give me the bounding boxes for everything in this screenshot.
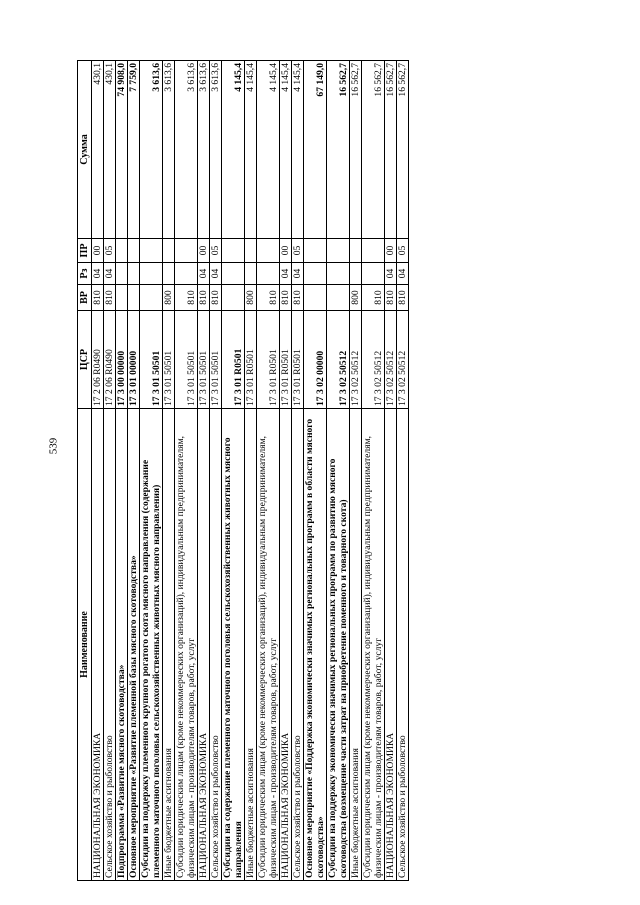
table-row [116, 61, 128, 881]
cell-csr: 17 3 02 50512 [350, 311, 362, 409]
cell-name: Иные бюджетные ассигнования [245, 409, 257, 881]
table-row [222, 61, 245, 881]
cell-rz: 04 [397, 263, 409, 285]
cell-pr: 05 [210, 239, 222, 263]
table-row [128, 61, 140, 881]
cell-sum: 4 145,4 [245, 61, 257, 239]
header-vr: ВР [78, 285, 92, 311]
cell-rz [175, 263, 198, 285]
table-row [304, 61, 327, 881]
cell-rz [245, 263, 257, 285]
cell-rz [163, 263, 175, 285]
cell-vr: 800 [245, 285, 257, 311]
cell-pr: 05 [397, 239, 409, 263]
cell-name: Сельское хозяйство и рыболовство [397, 409, 409, 881]
cell-pr [257, 239, 280, 263]
cell-vr: 810 [385, 285, 397, 311]
cell-csr: 17 3 01 50501 [175, 311, 198, 409]
cell-rz [128, 263, 140, 285]
table-row [327, 61, 350, 881]
cell-pr: 00 [198, 239, 210, 263]
cell-csr: 17 3 01 50501 [163, 311, 175, 409]
cell-sum: 3 613,6 [163, 61, 175, 239]
cell-vr: 810 [292, 285, 304, 311]
cell-name: Субсидии на поддержку экономически значимых региональных программ по развитию мясного скотоводства (возмещение части затрат на приобретение поменного и товарного скота) [327, 409, 350, 881]
cell-csr: 17 3 02 00000 [304, 311, 327, 409]
cell-vr: 810 [257, 285, 280, 311]
cell-vr: 810 [210, 285, 222, 311]
header-sum: Сумма [78, 61, 92, 239]
cell-name: Иные бюджетные ассигнования [350, 409, 362, 881]
table-row [350, 61, 362, 881]
cell-name: НАЦИОНАЛЬНАЯ ЭКОНОМИКА [280, 409, 292, 881]
cell-pr [327, 239, 350, 263]
cell-sum: 4 145,4 [257, 61, 280, 239]
cell-vr: 810 [92, 285, 104, 311]
cell-sum: 7 759,0 [128, 61, 140, 239]
table-header-row [78, 61, 92, 881]
cell-pr: 00 [280, 239, 292, 263]
cell-sum: 4 145,4 [222, 61, 245, 239]
cell-name: Субсидии юридическим лицам (кроме некоммерческих организаций), индивидуальным предпринимателям, физическим лицам - производителям товаров, работ, услуг [175, 409, 198, 881]
cell-rz [222, 263, 245, 285]
cell-sum: 16 562,7 [397, 61, 409, 239]
cell-vr [128, 285, 140, 311]
cell-sum: 16 562,7 [385, 61, 397, 239]
cell-name: Иные бюджетные ассигнования [163, 409, 175, 881]
table-row [397, 61, 409, 881]
cell-csr: 17 3 01 R0501 [257, 311, 280, 409]
cell-sum: 74 908,0 [116, 61, 128, 239]
cell-sum: 430,1 [104, 61, 116, 239]
cell-vr: 800 [350, 285, 362, 311]
cell-sum: 4 145,4 [292, 61, 304, 239]
cell-sum: 430,1 [92, 61, 104, 239]
cell-sum: 67 149,0 [304, 61, 327, 239]
cell-rz [257, 263, 280, 285]
cell-rz: 04 [104, 263, 116, 285]
cell-csr: 17 3 01 50501 [140, 311, 163, 409]
header-csr: ЦСР [78, 311, 92, 409]
cell-rz: 04 [280, 263, 292, 285]
table-row [104, 61, 116, 881]
cell-pr [128, 239, 140, 263]
cell-pr [116, 239, 128, 263]
table-row [245, 61, 257, 881]
table-row [140, 61, 163, 881]
rotated-page [77, 61, 409, 881]
cell-pr: 00 [92, 239, 104, 263]
cell-name: Сельское хозяйство и рыболовство [104, 409, 116, 881]
table-row [92, 61, 104, 881]
cell-name: Субсидии на поддержку племенного крупного рогатого скота мясного направления (содержание племенного маточного поголовья сельскохозяйственных животных мясного направления) [140, 409, 163, 881]
cell-sum: 3 613,6 [175, 61, 198, 239]
cell-rz [140, 263, 163, 285]
cell-sum: 3 613,6 [140, 61, 163, 239]
cell-csr: 17 3 01 R0501 [245, 311, 257, 409]
budget-table [77, 60, 409, 881]
cell-vr: 810 [198, 285, 210, 311]
cell-csr: 17 3 01 50501 [210, 311, 222, 409]
header-rz: Рз [78, 263, 92, 285]
cell-sum: 16 562,7 [327, 61, 350, 239]
cell-csr: 17 3 01 R0501 [280, 311, 292, 409]
cell-rz: 04 [198, 263, 210, 285]
cell-name: НАЦИОНАЛЬНАЯ ЭКОНОМИКА [198, 409, 210, 881]
cell-pr [362, 239, 385, 263]
table-row [257, 61, 280, 881]
page-number: 539 [47, 437, 60, 455]
cell-name: НАЦИОНАЛЬНАЯ ЭКОНОМИКА [92, 409, 104, 881]
table-row [385, 61, 397, 881]
table-row [175, 61, 198, 881]
cell-sum: 4 145,4 [280, 61, 292, 239]
cell-name: Подпрограмма «Развитие мясного скотоводства» [116, 409, 128, 881]
table-row [292, 61, 304, 881]
cell-csr: 17 3 02 50512 [362, 311, 385, 409]
cell-csr: 17 3 01 R0501 [292, 311, 304, 409]
cell-csr: 17 2 06 R0490 [92, 311, 104, 409]
cell-pr [175, 239, 198, 263]
cell-csr: 17 2 06 R0490 [104, 311, 116, 409]
cell-vr: 810 [397, 285, 409, 311]
cell-pr [163, 239, 175, 263]
cell-csr: 17 3 02 50512 [327, 311, 350, 409]
cell-name: Субсидии на содержание племенного маточного поголовья сельскохозяйственных животных мясного направления [222, 409, 245, 881]
table-row [362, 61, 385, 881]
cell-vr [304, 285, 327, 311]
cell-csr: 17 3 02 50512 [397, 311, 409, 409]
cell-rz [304, 263, 327, 285]
cell-rz: 04 [92, 263, 104, 285]
cell-sum: 3 613,6 [210, 61, 222, 239]
cell-name: Сельское хозяйство и рыболовство [210, 409, 222, 881]
cell-vr: 810 [362, 285, 385, 311]
cell-rz [116, 263, 128, 285]
table-row [280, 61, 292, 881]
cell-pr: 00 [385, 239, 397, 263]
cell-sum: 16 562,7 [362, 61, 385, 239]
cell-name: Основное мероприятие «Развитие племенной базы мясного скотоводства» [128, 409, 140, 881]
cell-name: Субсидии юридическим лицам (кроме некоммерческих организаций), индивидуальным предпринимателям, физическим лицам - производителям товаров, работ, услуг [257, 409, 280, 881]
cell-pr [350, 239, 362, 263]
cell-sum: 16 562,7 [350, 61, 362, 239]
cell-vr [140, 285, 163, 311]
cell-vr: 810 [280, 285, 292, 311]
table-row [163, 61, 175, 881]
cell-name: Сельское хозяйство и рыболовство [292, 409, 304, 881]
cell-csr: 17 3 00 00000 [116, 311, 128, 409]
cell-vr: 800 [163, 285, 175, 311]
table-row [198, 61, 210, 881]
cell-name: Субсидии юридическим лицам (кроме некоммерческих организаций), индивидуальным предпринимателям, физическим лицам - производителям товаров, работ, услуг [362, 409, 385, 881]
cell-csr: 17 3 01 00000 [128, 311, 140, 409]
cell-pr [245, 239, 257, 263]
table-body [92, 61, 409, 881]
cell-pr [140, 239, 163, 263]
cell-pr: 05 [292, 239, 304, 263]
cell-rz: 04 [292, 263, 304, 285]
table-row [210, 61, 222, 881]
cell-vr [327, 285, 350, 311]
cell-vr [222, 285, 245, 311]
cell-pr [304, 239, 327, 263]
cell-pr: 05 [104, 239, 116, 263]
header-pr: ПР [78, 239, 92, 263]
cell-rz [327, 263, 350, 285]
cell-rz [362, 263, 385, 285]
cell-vr [116, 285, 128, 311]
cell-rz: 04 [210, 263, 222, 285]
cell-csr: 17 3 01 50501 [198, 311, 210, 409]
header-name: Наименование [78, 409, 92, 881]
cell-csr: 17 3 02 50512 [385, 311, 397, 409]
cell-name: Основное мероприятие «Поддержка экономически значимых региональных программ в области мясного скотоводства» [304, 409, 327, 881]
cell-name: НАЦИОНАЛЬНАЯ ЭКОНОМИКА [385, 409, 397, 881]
cell-vr: 810 [104, 285, 116, 311]
cell-sum: 3 613,6 [198, 61, 210, 239]
cell-pr [222, 239, 245, 263]
cell-rz: 04 [385, 263, 397, 285]
cell-csr: 17 3 01 R0501 [222, 311, 245, 409]
cell-vr: 810 [175, 285, 198, 311]
cell-rz [350, 263, 362, 285]
